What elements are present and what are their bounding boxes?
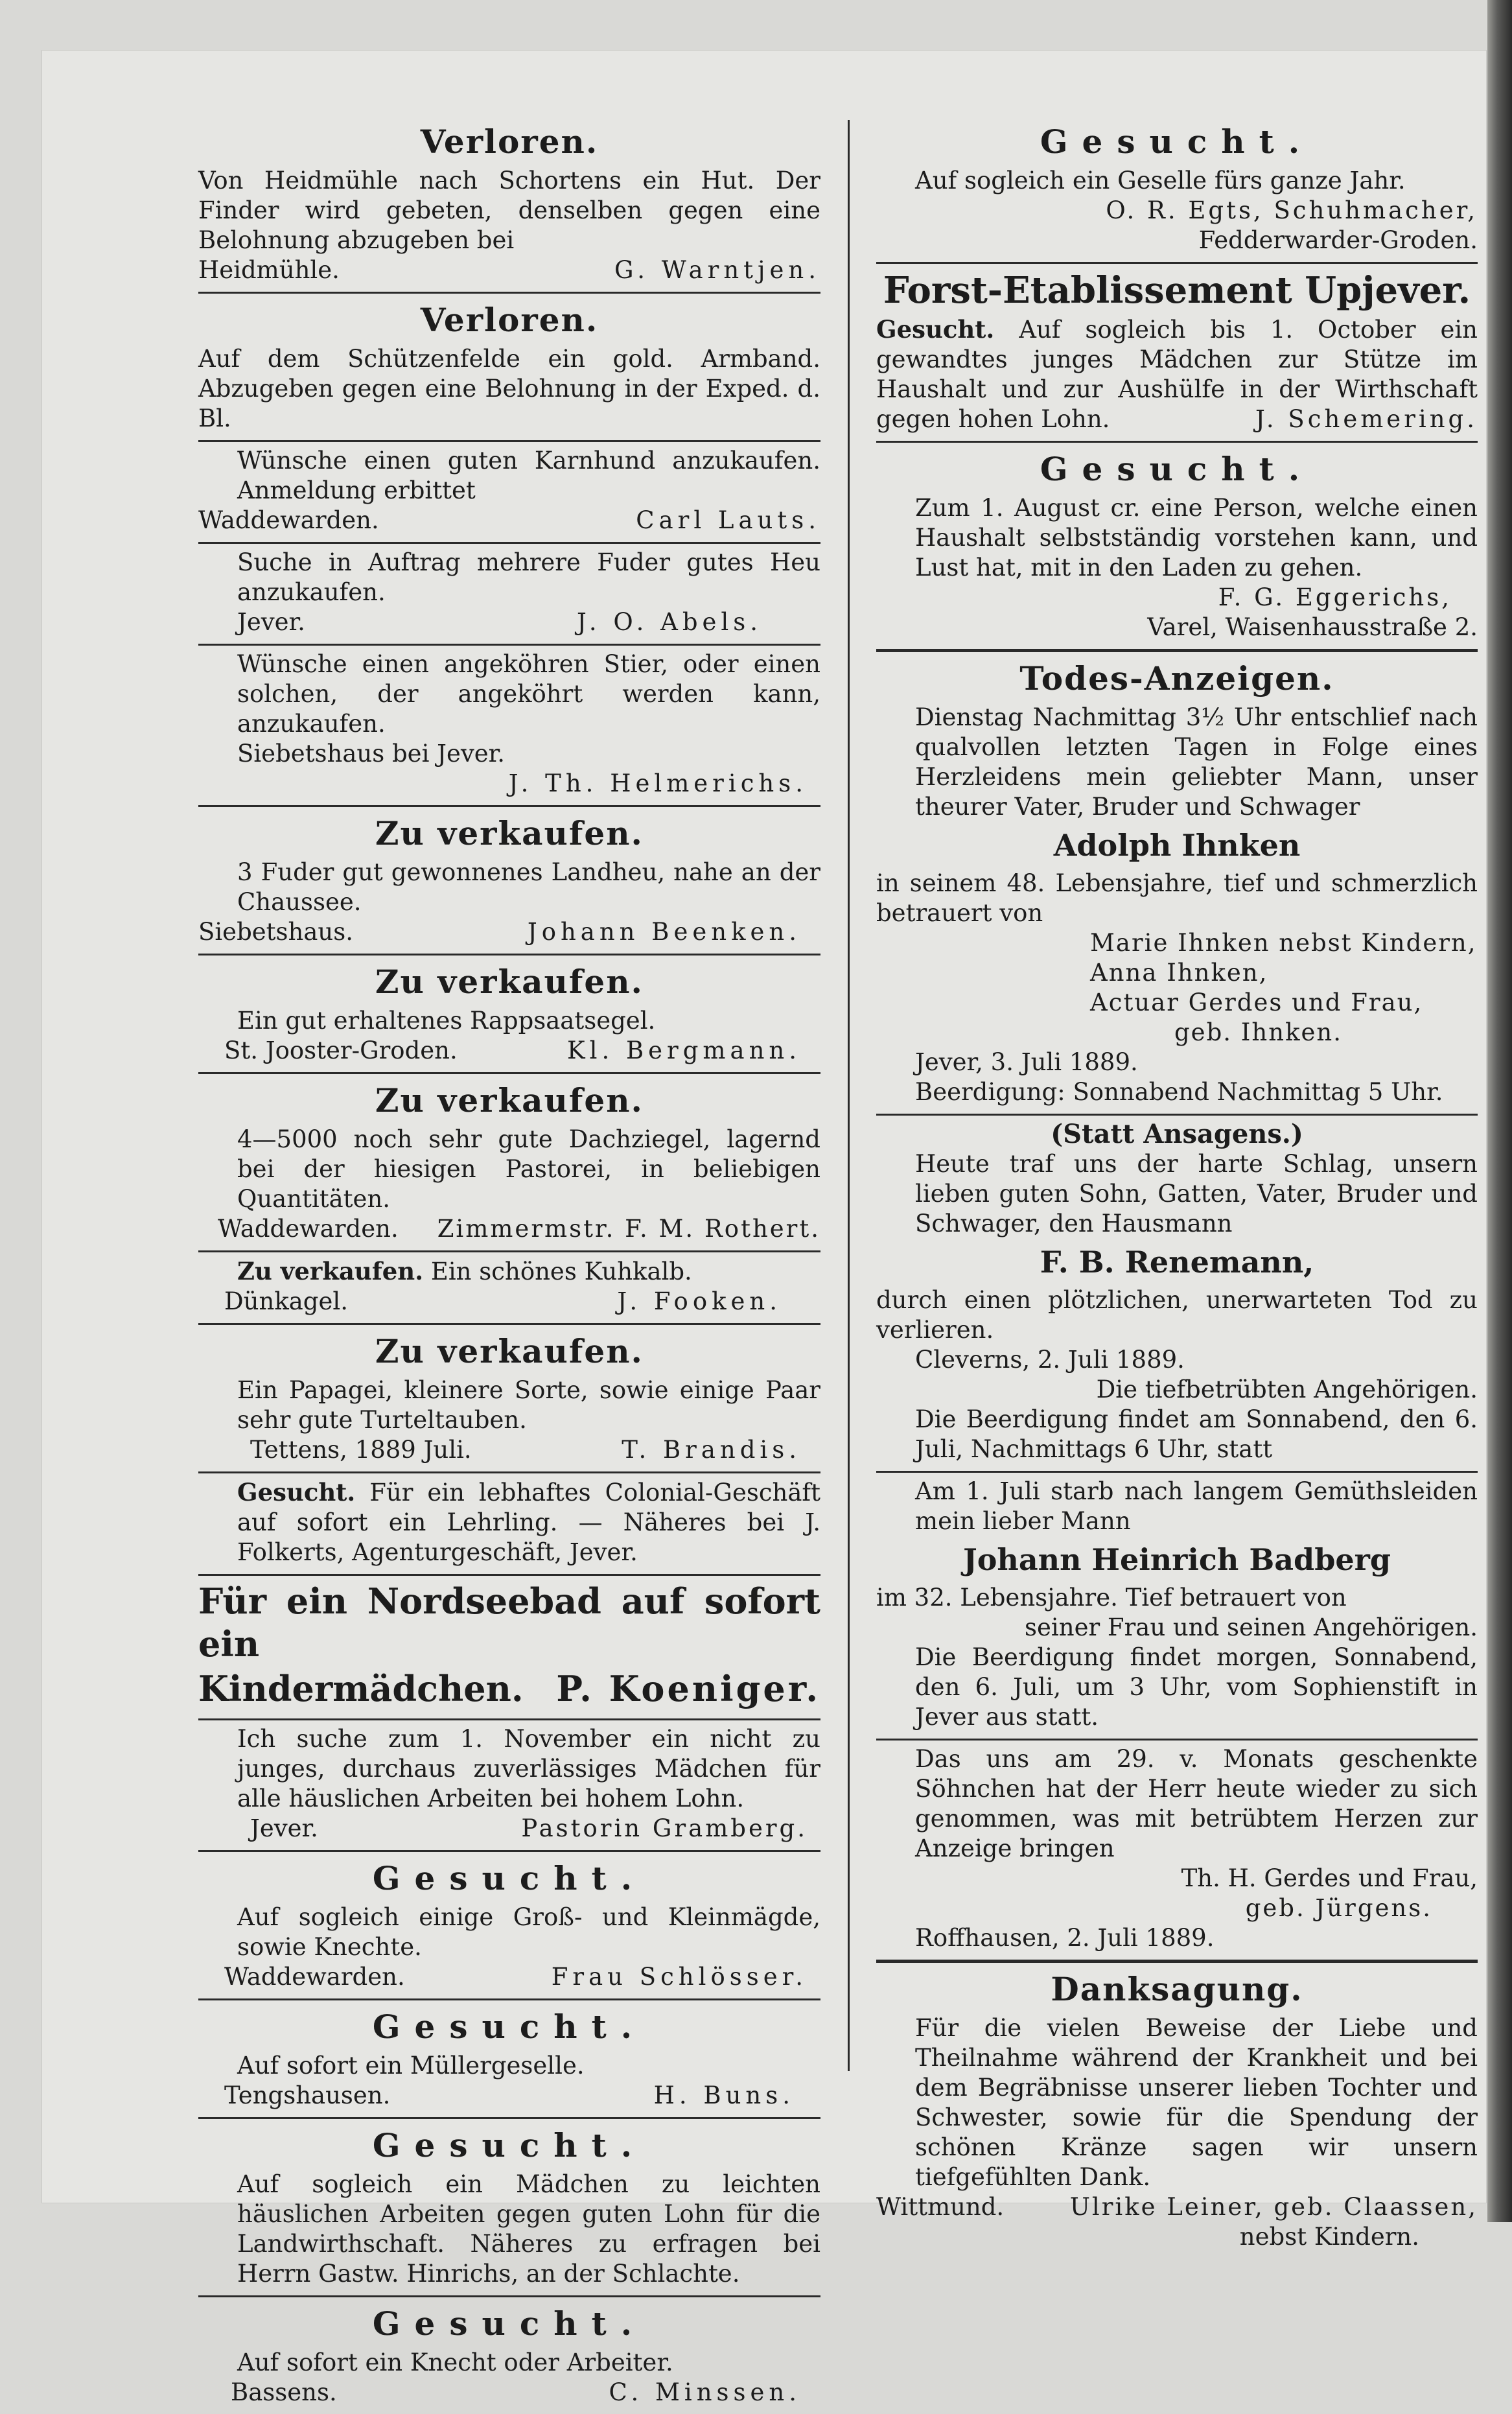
ad-text: Für ein lebhaftes Colonial-Geschäft auf sofort ein Lehrling. — Näheres bei J. Folkerts, Agenturgeschäft, Jever. (237, 1479, 820, 1566)
ad-signature (198, 1287, 820, 1317)
ad-text: Ein Papagei, kleinere Sorte, sowie einige Paar sehr gute Turteltauben. (237, 1376, 820, 1434)
ad-title: Forst-Etablissement Upjever. (883, 269, 1471, 312)
ad-verloren-armband (198, 294, 820, 442)
ad-place: Bassens. (231, 2378, 337, 2406)
ad-text: Suche in Auftrag mehrere Fuder gutes Heu anzukaufen. (237, 548, 820, 606)
ad-lead: Zu verkaufen. (237, 1257, 424, 1285)
ad-title: Gesucht. (1040, 450, 1314, 488)
ad-name: Th. H. Gerdes und Frau, (1181, 1864, 1478, 1892)
ad-burial: Beerdigung: Sonnabend Nachmittag 5 Uhr. (915, 1078, 1443, 1106)
deceased-name: Adolph Ihnken (1053, 828, 1301, 863)
ad-heu (198, 544, 820, 646)
mourner: geb. Ihnken. (1174, 1018, 1342, 1046)
ad-signature (198, 1962, 820, 1992)
ad-name: O. R. Egts, Schuhmacher, (1106, 196, 1478, 224)
ad-title: Verloren. (420, 123, 599, 161)
ad-landheu (198, 807, 820, 955)
ad-name: Die tiefbetrübten Angehörigen. (1096, 1376, 1478, 1403)
ad-burial: Die Beerdigung findet am Sonnabend, den 6. Juli, Nachmittags 6 Uhr, statt (915, 1405, 1478, 1463)
ad-title: Zu verkaufen. (375, 814, 644, 852)
ad-kuhkalb (198, 1252, 820, 1325)
ad-name: J. O. Abels. (576, 608, 762, 636)
ad-signature (198, 917, 820, 947)
ad-name: Frau Schlösser. (551, 1963, 808, 1991)
ad-place: Dünkagel. (224, 1287, 348, 1315)
ad-lead: Gesucht. (237, 1478, 356, 1506)
ad-nordseebad (198, 1576, 820, 1720)
ad-danksagung (876, 1963, 1478, 2258)
ad-text: Auf sogleich ein Mädchen zu leichten häuslichen Arbeiten gegen guten Lohn für die Landwirthschaft. Näheres zu erfragen bei Herrn Gastw. Hinrichs, an der Schlachte. (237, 2170, 820, 2288)
ad-signature (198, 1214, 820, 1244)
ad-text: in seinem 48. Lebensjahre, tief und schmerzlich betrauert von (876, 869, 1478, 927)
ad-name: J. Schemering. (1255, 405, 1478, 433)
ad-text: Ein gut erhaltenes Rappsaatsegel. (237, 1007, 656, 1035)
ad-stier (198, 646, 820, 807)
ad-title: Gesucht. (372, 1859, 647, 1897)
ad-signature (198, 1036, 820, 1066)
ad-place: Tettens, 1889 Juli. (250, 1436, 472, 1464)
ad-signature (198, 2081, 820, 2111)
ad-burial: Die Beerdigung findet morgen, Sonnabend, den 6. Juli, um 3 Uhr, vom Sophienstift in Jever aus statt. (915, 1643, 1478, 1731)
ad-text: Zum 1. August cr. eine Person, welche einen Haushalt selbstständig vorstehen kann, und Lust hat, mit in den Laden zu gehen. (915, 494, 1478, 581)
ad-place: Varel, Waisenhausstraße 2. (1147, 613, 1478, 641)
ad-title: Zu verkaufen. (375, 1081, 644, 1119)
ad-arbeiten (198, 2119, 820, 2297)
ad-name: Kl. Bergmann. (566, 1037, 801, 1064)
ad-text: durch einen plötzlichen, unerwarteten Tod zu verlieren. (876, 1286, 1478, 1344)
ad-todes-badberg (876, 1473, 1478, 1740)
ad-haushalt (876, 443, 1478, 652)
right-column (876, 115, 1478, 2258)
ad-text: Auf sogleich ein Geselle fürs ganze Jahr. (915, 167, 1406, 194)
ad-lead: Gesucht. (876, 315, 995, 344)
mourner: Marie Ihnken nebst Kindern, (1090, 929, 1477, 957)
left-column (198, 115, 820, 2414)
ad-date: Jever, 3. Juli 1889. (915, 1048, 1138, 1076)
ad-karnhund (198, 442, 820, 544)
ad-text: Auf sogleich einige Groß- und Kleinmägde, sowie Knechte. (237, 1903, 820, 1961)
ad-date: Roffhausen, 2. Juli 1889. (915, 1924, 1215, 1952)
ad-title: Gesucht. (372, 2008, 647, 2046)
ad-text: Von Heidmühle nach Schortens ein Hut. Der Finder wird gebeten, denselben gegen eine Belohnung abzugeben bei (198, 167, 820, 254)
ad-place: Waddewarden. (198, 506, 379, 534)
deceased-name: F. B. Renemann, (1040, 1245, 1314, 1280)
ad-text: Auf sogleich bis 1. October ein gewandtes junges Mädchen zur Stütze im Haushalt und zur Aushülfe in der Wirthschaft gegen hohen Lohn. (876, 316, 1478, 433)
ad-headline-job: Kindermädchen. (198, 1668, 524, 1709)
ad-place: Siebetshaus. (198, 918, 353, 946)
ad-place: Waddewarden. (218, 1215, 399, 1243)
ad-signature (198, 2378, 820, 2408)
ad-name: Johann Beenken. (527, 918, 801, 946)
ad-place: Siebetshaus bei Jever. (237, 740, 506, 768)
ad-name: geb. Jürgens. (1245, 1894, 1432, 1922)
book-binding-edge (1487, 0, 1512, 2222)
ad-text: Auf sofort ein Knecht oder Arbeiter. (237, 2349, 673, 2376)
ad-maedchen (198, 1720, 820, 1852)
ad-name: seiner Frau und seinen Angehörigen. (1025, 1613, 1478, 1641)
ad-mueller (198, 2000, 820, 2119)
ad-name: F. G. Eggerichs, (1218, 583, 1452, 611)
ad-name: Ulrike Leiner, geb. Claassen, (1069, 2193, 1478, 2221)
ad-signature (198, 506, 820, 535)
ad-text: Ich suche zum 1. November ein nicht zu junges, durchaus zuverlässiges Mädchen für alle häuslichen Arbeiten bei hohem Lohn. (237, 1725, 820, 1812)
ad-geselle (876, 115, 1478, 264)
ad-text: Auf dem Schützenfelde ein gold. Armband. Abzugeben gegen eine Belohnung in der Exped. d. Bl. (198, 345, 820, 432)
ad-soehnchen (876, 1740, 1478, 1963)
ad-title: Gesucht. (372, 2304, 647, 2343)
ad-headline: Für ein Nordseebad auf sofort ein (198, 1580, 820, 1665)
ad-name: Carl Lauts. (636, 506, 820, 534)
ad-title: Verloren. (420, 301, 599, 339)
ad-date: Cleverns, 2. Juli 1889. (915, 1346, 1185, 1374)
ad-text: Für die vielen Beweise der Liebe und Theilnahme während der Krankheit und bei dem Begräbnisse unserer lieben Tochter und Schwester, sowie für die Spendung der schönen Kränze sagen wir unsern tiefgefühlten Dank. (915, 2014, 1478, 2191)
ad-text: Das uns am 29. v. Monats geschenkte Söhnchen hat der Herr heute wieder zu sich genommen, was mit betrübtem Herzen zur Anzeige bringen (915, 1745, 1478, 1862)
ad-place: Fedderwarder-Groden. (1198, 226, 1478, 254)
ad-knecht (198, 2297, 820, 2414)
ad-signature (198, 1814, 820, 1844)
ad-name: Pastorin Gramberg. (521, 1814, 808, 1842)
ad-place: Jever. (237, 608, 305, 636)
mourner: Anna Ihnken, (1090, 959, 1268, 987)
ad-place: St. Jooster-Groden. (224, 1037, 458, 1064)
ad-text: Wünsche einen guten Karnhund anzukaufen. Anmeldung erbittet (237, 447, 820, 504)
ad-name: J. Th. Helmerichs. (508, 769, 808, 797)
ad-todes-ihnken (876, 652, 1478, 1116)
ad-place: Jever. (250, 1814, 318, 1842)
ad-title: Zu verkaufen. (375, 1332, 644, 1370)
section-title: Todes-Anzeigen. (1019, 659, 1334, 697)
ad-text: Ein schönes Kuhkalb. (430, 1258, 692, 1285)
mourner: Actuar Gerdes und Frau, (1090, 989, 1423, 1016)
ad-text: Wünsche einen angeköhren Stier, oder einen solchen, der angeköhrt werden kann, anzukaufen. (237, 650, 820, 738)
ad-name: C. Minssen. (609, 2378, 801, 2406)
ad-magd (198, 1852, 820, 2000)
ad-text: Dienstag Nachmittag 3½ Uhr entschlief nach qualvollen letzten Tagen in Folge eines Herzleidens mein geliebter Mann, unser theurer Vater, Bruder und Schwager (915, 703, 1478, 821)
ad-text: 4—5000 noch sehr gute Dachziegel, lagernd bei der hiesigen Pastorei, in beliebigen Quantitäten. (237, 1125, 820, 1213)
ad-place: Wittmund. (876, 2193, 1005, 2221)
ad-title: Zu verkaufen. (375, 963, 644, 1001)
ad-place: Waddewarden. (224, 1963, 405, 1991)
ad-signature (876, 2192, 1478, 2222)
ad-title: (Statt Ansagens.) (1051, 1119, 1303, 1149)
ad-signature (198, 1435, 820, 1465)
ad-name: P. Koeniger. (556, 1668, 820, 1709)
ad-verloren-hut (198, 115, 820, 294)
ad-title: Gesucht. (1040, 123, 1314, 161)
ad-text: im 32. Lebensjahre. Tief betrauert von (876, 1584, 1347, 1611)
ad-text: Heute traf uns der harte Schlag, unsern lieben guten Sohn, Gatten, Vater, Bruder und Schwager, den Hausmann (915, 1150, 1478, 1237)
ad-text: 3 Fuder gut gewonnenes Landheu, nahe an der Chaussee. (237, 858, 820, 916)
ad-name: H. Buns. (653, 2081, 795, 2109)
ad-dachziegel (198, 1074, 820, 1252)
ad-name: T. Brandis. (622, 1436, 801, 1464)
section-title: Danksagung. (1051, 1970, 1303, 2008)
ad-signature (198, 255, 820, 285)
ad-name: G. Warntjen. (614, 256, 820, 284)
ad-name: nebst Kindern. (1239, 2223, 1419, 2251)
deceased-name: Johann Heinrich Badberg (962, 1542, 1391, 1577)
ad-upjever (876, 264, 1478, 443)
ad-place: Heidmühle. (198, 256, 340, 284)
ad-lehrling (198, 1473, 820, 1576)
ad-rappsaat (198, 955, 820, 1074)
ad-papagei (198, 1325, 820, 1473)
ad-place: Tengshausen. (224, 2081, 391, 2109)
ad-name: J. Fooken. (617, 1287, 782, 1315)
ad-title: Gesucht. (372, 2126, 647, 2164)
column-divider (848, 120, 850, 2071)
ad-signature (198, 607, 820, 637)
ad-name: Zimmermstr. F. M. Rothert. (437, 1215, 820, 1243)
ad-text: Am 1. Juli starb nach langem Gemüthsleiden mein lieber Mann (915, 1477, 1478, 1535)
ad-todes-renemann (876, 1116, 1478, 1473)
ad-text: Auf sofort ein Müllergeselle. (237, 2052, 585, 2080)
